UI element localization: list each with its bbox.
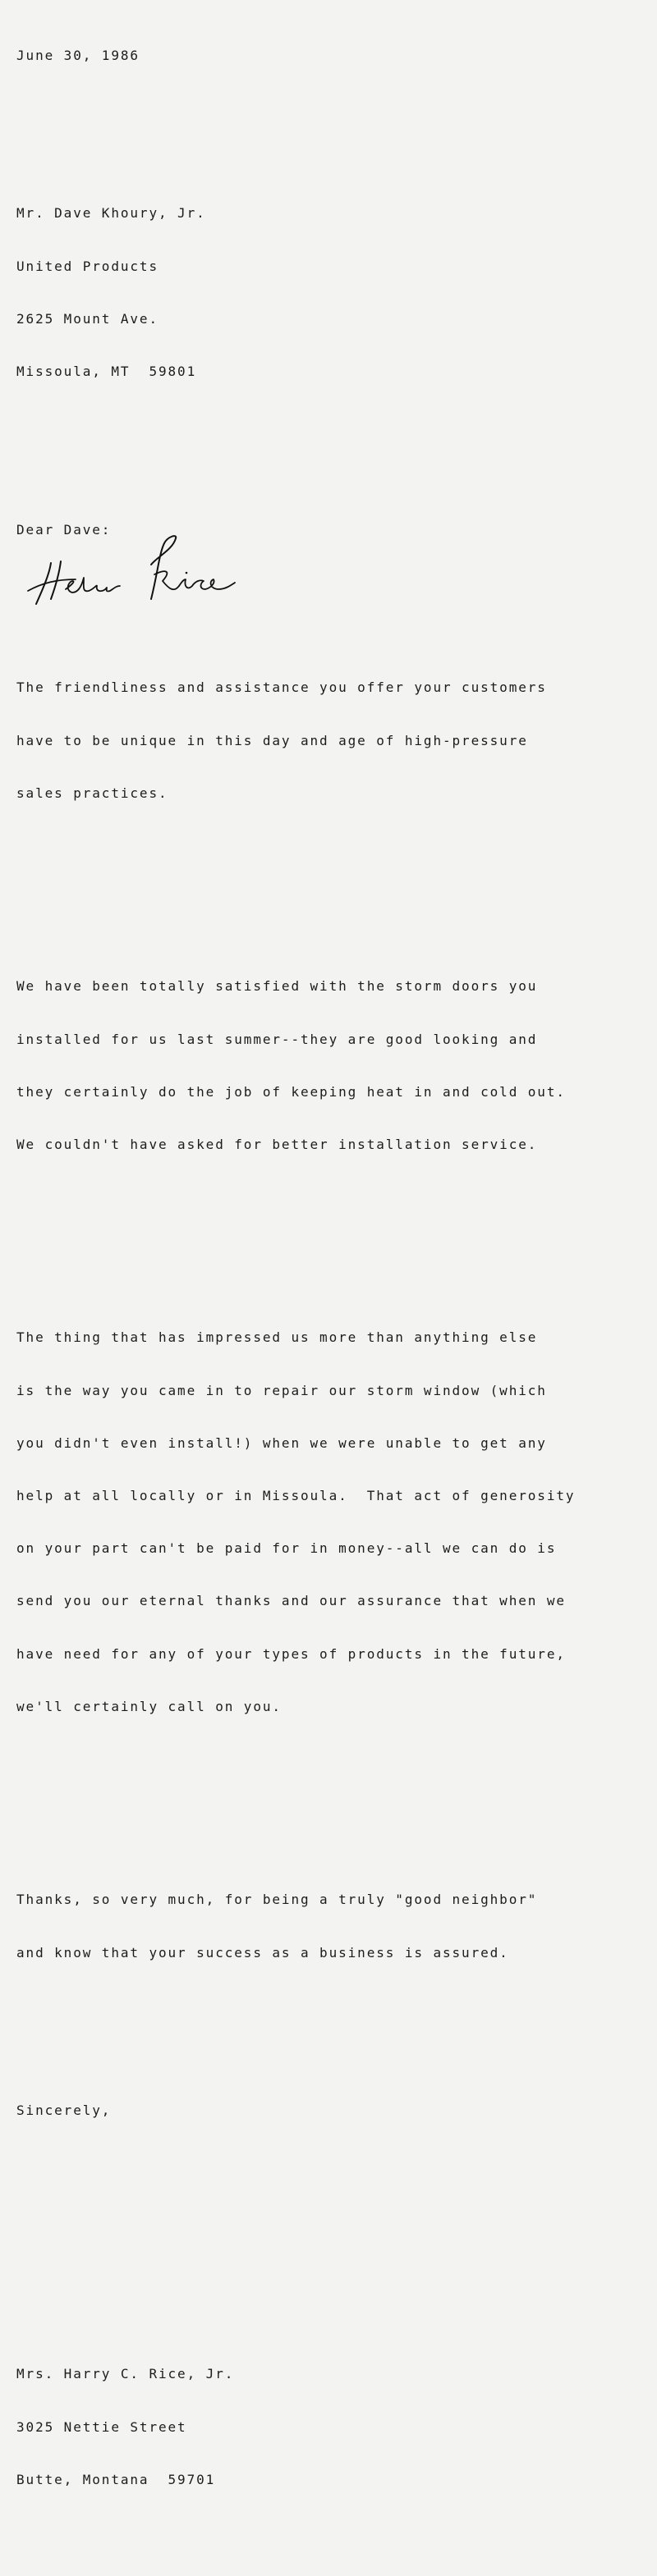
- recipient-name: Mr. Dave Khoury, Jr.: [16, 205, 206, 222]
- body-line: have need for any of your types of products in the future,: [16, 1645, 566, 1662]
- body-line: installed for us last summer--they are good looking and: [16, 1031, 538, 1047]
- salutation: Dear Dave:: [16, 521, 112, 538]
- recipient-address: [16, 170, 657, 416]
- sender-street: 3025 Nettie Street: [16, 2418, 187, 2435]
- recipient-company: United Products: [16, 258, 159, 274]
- spacer: [16, 872, 657, 890]
- body-line: help at all locally or in Missoula. That act of generosity: [16, 1488, 576, 1504]
- body-line: Thanks, so very much, for being a truly "good neighbor": [16, 1892, 538, 1908]
- sender-name: Mrs. Harry C. Rice, Jr.: [16, 2366, 235, 2382]
- spacer: [16, 2032, 657, 2049]
- body-line: we'll certainly call on you.: [16, 1698, 282, 1714]
- body-line: send you our eternal thanks and our assurance that when we: [16, 1593, 566, 1609]
- body-line: have to be unique in this day and age of high-pressure: [16, 732, 528, 748]
- body-line: The thing that has impressed us more than anything else: [16, 1329, 538, 1346]
- sender-city: Butte, Montana 59701: [16, 2471, 216, 2487]
- body-line: you didn't even install!) when we were unable to get any: [16, 1434, 547, 1451]
- paragraph-1: [16, 644, 657, 837]
- body-line: is the way you came in to repair our storm window (which: [16, 1382, 547, 1398]
- spacer: [16, 2154, 657, 2171]
- body-line: on your part can't be paid for in money--all we can do is: [16, 1540, 557, 1557]
- spacer: [16, 451, 657, 468]
- closing: Sincerely,: [16, 2102, 112, 2119]
- recipient-city: Missoula, MT 59801: [16, 364, 197, 380]
- handwritten-signature: [18, 532, 240, 610]
- spacer: [16, 99, 657, 117]
- sender-address: [16, 2330, 657, 2523]
- spacer: [16, 2208, 657, 2225]
- body-line: We have been totally satisfied with the storm doors you: [16, 978, 538, 995]
- body-line: they certainly do the job of keeping heat in and cold out.: [16, 1083, 566, 1100]
- body-line: We couldn't have asked for better installation service.: [16, 1136, 538, 1152]
- paragraph-2: [16, 942, 657, 1188]
- paragraph-3: [16, 1294, 657, 1751]
- letter-date: June 30, 1986: [16, 47, 140, 63]
- recipient-street: 2625 Mount Ave.: [16, 310, 159, 327]
- body-line: The friendliness and assistance you offer your customers: [16, 679, 547, 696]
- spacer: [16, 2260, 657, 2277]
- body-line: sales practices.: [16, 785, 168, 801]
- spacer: [16, 1786, 657, 1803]
- body-line: and know that your success as a business is assured.: [16, 1944, 509, 1961]
- spacer: [16, 1224, 657, 1241]
- paragraph-4: [16, 1856, 657, 1997]
